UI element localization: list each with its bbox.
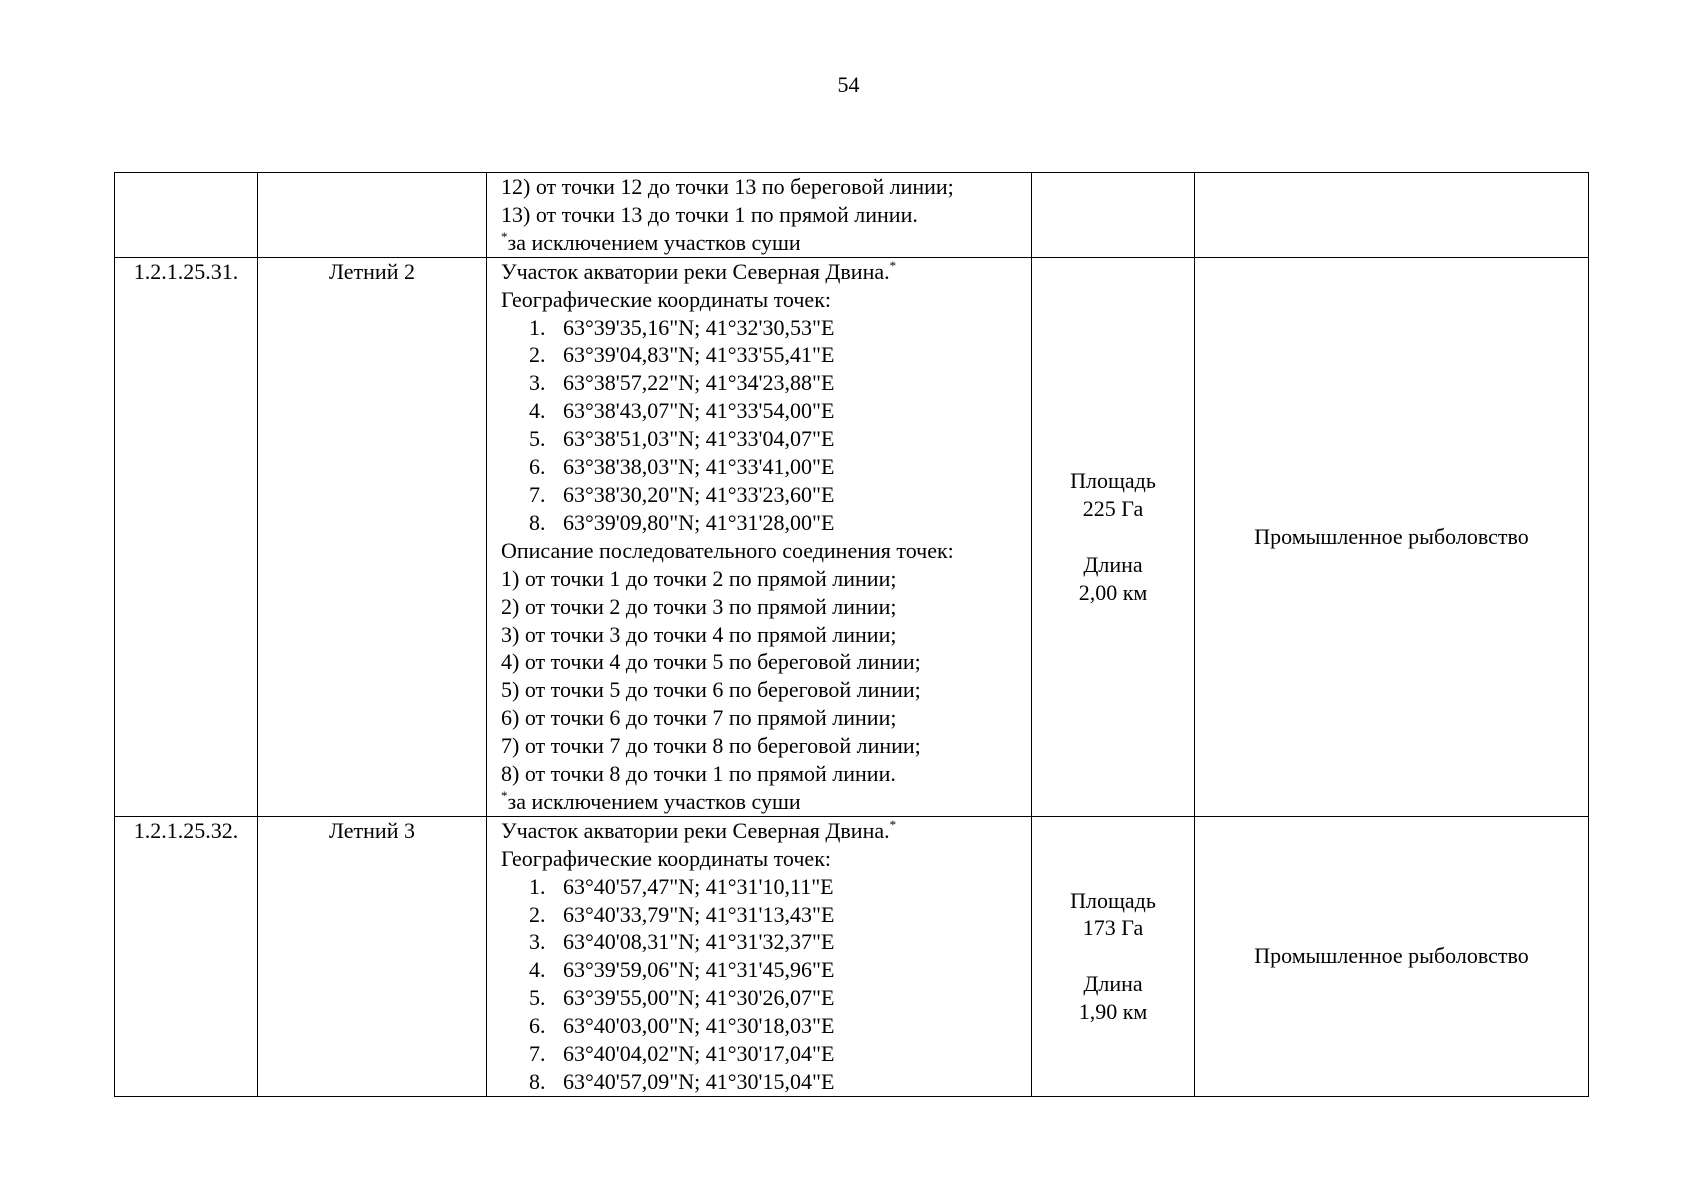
length-label: Длина bbox=[1083, 551, 1143, 577]
footnote-mark: * bbox=[501, 787, 508, 803]
connection-line: 12) от точки 12 до точки 13 по береговой линии; bbox=[501, 174, 954, 199]
connection-line: 6) от точки 6 до точки 7 по прямой линии; bbox=[501, 705, 897, 731]
coordinate-index: 8. bbox=[529, 509, 546, 535]
coordinate-item bbox=[501, 425, 1031, 453]
coordinate-value: 63°39'59,06"N; 41°31'45,96"E bbox=[563, 957, 835, 983]
coordinate-value: 63°39'55,00"N; 41°30'26,07"E bbox=[563, 985, 835, 1011]
area-title bbox=[501, 258, 1031, 286]
coordinate-index: 6. bbox=[529, 454, 546, 480]
footnote-text: за исключением участков суши bbox=[507, 229, 801, 255]
table-row bbox=[115, 816, 1589, 1096]
coordinate-item bbox=[501, 1040, 1031, 1068]
coordinate-index: 1. bbox=[529, 873, 546, 899]
footnote-mark: * bbox=[889, 816, 897, 832]
coordinate-value: 63°39'35,16"N; 41°32'30,53"E bbox=[563, 314, 835, 340]
cell-number: 1.2.1.25.31. bbox=[115, 257, 258, 816]
table-row bbox=[115, 257, 1589, 816]
coordinate-index: 3. bbox=[529, 929, 546, 955]
coordinate-index: 4. bbox=[529, 957, 546, 983]
connection-line: 3) от точки 3 до точки 4 по прямой линии; bbox=[501, 621, 897, 647]
coordinate-index: 5. bbox=[529, 985, 546, 1011]
coordinate-value: 63°40'33,79"N; 41°31'13,43"E bbox=[563, 901, 835, 927]
coordinate-index: 2. bbox=[529, 901, 546, 927]
coordinate-item bbox=[501, 1012, 1031, 1040]
coordinate-index: 2. bbox=[529, 342, 546, 368]
cell-usage-empty bbox=[1195, 173, 1589, 258]
coordinate-item bbox=[501, 341, 1031, 369]
cell-number-empty bbox=[115, 173, 258, 258]
coordinate-index: 6. bbox=[529, 1013, 546, 1039]
connection-line: 13) от точки 13 до точки 1 по прямой линии. bbox=[501, 201, 918, 227]
connection-line: 2) от точки 2 до точки 3 по прямой линии; bbox=[501, 593, 897, 619]
cell-usage: Промышленное рыболовство bbox=[1195, 816, 1589, 1096]
coordinate-value: 63°40'57,47"N; 41°31'10,11"E bbox=[563, 873, 834, 899]
area-label: Площадь bbox=[1070, 887, 1156, 913]
area-title-text: Участок акватории реки Северная Двина. bbox=[501, 258, 890, 284]
coordinate-value: 63°40'03,00"N; 41°30'18,03"E bbox=[563, 1013, 835, 1039]
area-value: 225 Га bbox=[1082, 495, 1144, 521]
coordinate-index: 7. bbox=[529, 481, 546, 507]
cell-name: Летний 2 bbox=[258, 257, 487, 816]
area-title-text: Участок акватории реки Северная Двина. bbox=[501, 817, 890, 843]
coordinate-item bbox=[501, 873, 1031, 901]
footnote-mark: * bbox=[889, 257, 897, 273]
footnote bbox=[501, 229, 1031, 257]
coordinate-item bbox=[501, 928, 1031, 956]
coordinate-value: 63°40'04,02"N; 41°30'17,04"E bbox=[563, 1041, 835, 1067]
connection-header: Описание последовательного соединения точек: bbox=[501, 537, 954, 563]
coordinate-item bbox=[501, 481, 1031, 509]
length-label: Длина bbox=[1083, 971, 1143, 997]
coordinate-value: 63°38'38,03"N; 41°33'41,00"E bbox=[563, 454, 835, 480]
length-value: 1,90 км bbox=[1078, 999, 1148, 1025]
footnote-mark: * bbox=[501, 228, 508, 244]
connection-line: 5) от точки 5 до точки 6 по береговой линии; bbox=[501, 677, 921, 703]
coordinate-value: 63°38'57,22"N; 41°34'23,88"E bbox=[563, 370, 835, 396]
coordinate-item bbox=[501, 369, 1031, 397]
table-row-continuation bbox=[115, 173, 1589, 258]
footnote-text: за исключением участков суши bbox=[507, 788, 801, 814]
cell-description bbox=[487, 816, 1032, 1096]
length-value: 2,00 км bbox=[1078, 579, 1148, 605]
footnote bbox=[501, 788, 1031, 816]
cell-measure bbox=[1032, 816, 1195, 1096]
coords-header: Географические координаты точек: bbox=[501, 845, 831, 871]
connection-line: 8) от точки 8 до точки 1 по прямой линии. bbox=[501, 761, 896, 787]
cell-number: 1.2.1.25.32. bbox=[115, 816, 258, 1096]
cell-name-empty bbox=[258, 173, 487, 258]
coordinate-index: 4. bbox=[529, 398, 546, 424]
fishing-areas-table bbox=[114, 172, 1589, 1097]
coordinate-item bbox=[501, 314, 1031, 342]
connection-line: 4) от точки 4 до точки 5 по береговой линии; bbox=[501, 649, 921, 675]
coordinate-value: 63°38'43,07"N; 41°33'54,00"E bbox=[563, 398, 835, 424]
coordinate-index: 1. bbox=[529, 314, 546, 340]
coordinate-index: 8. bbox=[529, 1069, 546, 1094]
connection-line: 1) от точки 1 до точки 2 по прямой линии; bbox=[501, 565, 897, 591]
coordinate-item bbox=[501, 984, 1031, 1012]
coordinate-index: 5. bbox=[529, 426, 546, 452]
coordinate-index: 7. bbox=[529, 1041, 546, 1067]
coordinate-item bbox=[501, 453, 1031, 481]
cell-description bbox=[487, 257, 1032, 816]
cell-measure-empty bbox=[1032, 173, 1195, 258]
coordinate-value: 63°38'30,20"N; 41°33'23,60"E bbox=[563, 481, 835, 507]
cell-name: Летний 3 bbox=[258, 816, 487, 1096]
coordinate-value: 63°40'57,09"N; 41°30'15,04"E bbox=[563, 1069, 835, 1094]
coordinate-value: 63°38'51,03"N; 41°33'04,07"E bbox=[563, 426, 835, 452]
coords-header: Географические координаты точек: bbox=[501, 286, 831, 312]
coordinate-value: 63°40'08,31"N; 41°31'32,37"E bbox=[563, 929, 835, 955]
coordinate-index: 3. bbox=[529, 370, 546, 396]
cell-usage: Промышленное рыболовство bbox=[1195, 257, 1589, 816]
coordinate-value: 63°39'04,83"N; 41°33'55,41"E bbox=[563, 342, 835, 368]
coordinate-item bbox=[501, 509, 1031, 537]
cell-measure bbox=[1032, 257, 1195, 816]
coordinate-item bbox=[501, 397, 1031, 425]
cell-description bbox=[487, 173, 1032, 258]
area-label: Площадь bbox=[1070, 467, 1156, 493]
page-number: 54 bbox=[837, 72, 860, 97]
coordinate-item bbox=[501, 1068, 1031, 1096]
coordinate-value: 63°39'09,80"N; 41°31'28,00"E bbox=[563, 509, 835, 535]
area-value: 173 Га bbox=[1082, 915, 1144, 941]
coordinate-item bbox=[501, 956, 1031, 984]
connection-line: 7) от точки 7 до точки 8 по береговой линии; bbox=[501, 733, 921, 759]
coordinate-item bbox=[501, 901, 1031, 929]
area-title bbox=[501, 817, 1031, 845]
